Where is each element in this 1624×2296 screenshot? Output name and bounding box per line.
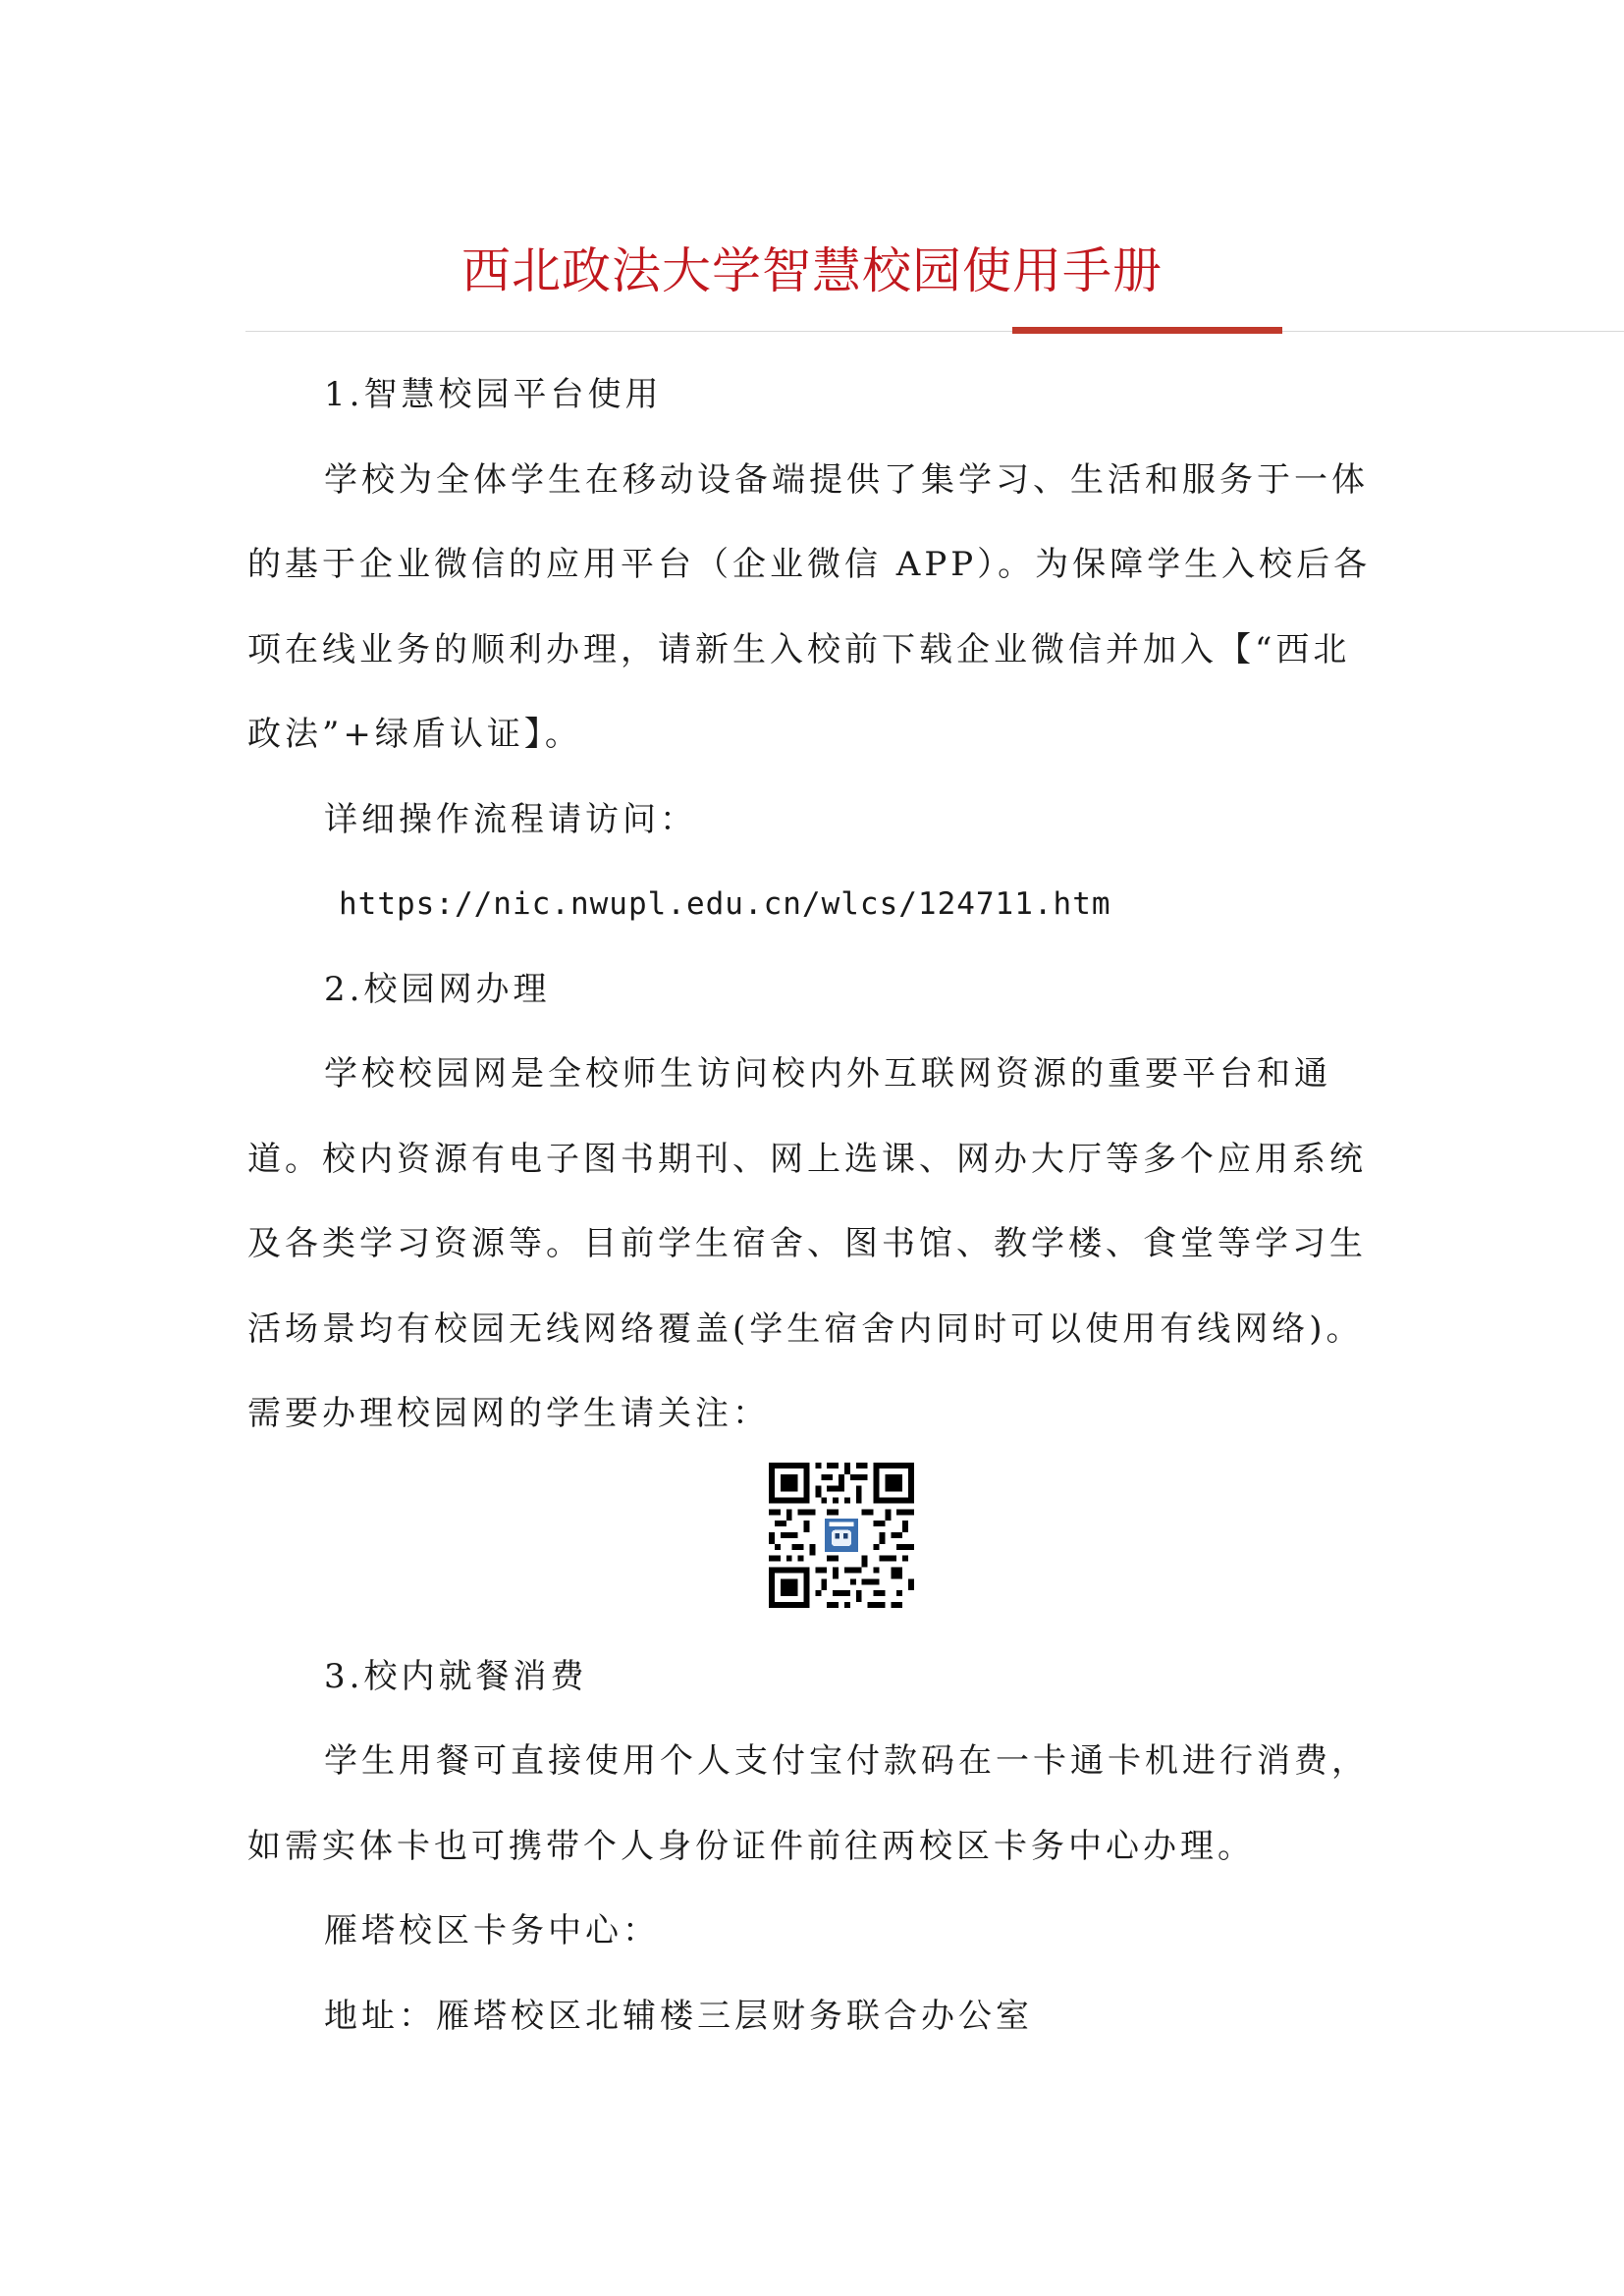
section-heading-1: 1.智慧校园平台使用 [324,375,663,414]
paragraph-line: 道。校内资源有电子图书期刊、网上选课、网办大厅等多个应用系统 [247,1140,1367,1179]
header-accent-bar [1012,327,1282,334]
section-heading-3: 3.校内就餐消费 [324,1657,588,1696]
paragraph-line: 政法”+绿盾认证】。 [247,715,582,754]
paragraph-line: 如需实体卡也可携带个人身份证件前往两校区卡务中心办理。 [247,1827,1255,1866]
paragraph-line: 学校为全体学生在移动设备端提供了集学习、生活和服务于一体 [324,460,1369,500]
paragraph-line: 学校校园网是全校师生访问校内外互联网资源的重要平台和通 [324,1054,1331,1094]
paragraph-line: 详细操作流程请访问： [324,800,697,839]
paragraph-line: 需要办理校园网的学生请关注： [247,1394,770,1433]
section-heading-2: 2.校园网办理 [324,970,551,1009]
paragraph-line: 雁塔校区卡务中心： [324,1911,660,1950]
paragraph-line: 项在线业务的顺利办理，请新生入校前下载企业微信并加入【“西北 [247,630,1351,669]
paragraph-line: 地址：雁塔校区北辅楼三层财务联合办公室 [324,1997,1033,2036]
paragraph-line: 活场景均有校园无线网络覆盖(学生宿舍内同时可以使用有线网络)。 [247,1309,1364,1349]
paragraph-line: 及各类学习资源等。目前学生宿舍、图书馆、教学楼、食堂等学习生 [247,1224,1367,1263]
page-title: 西北政法大学智慧校园使用手册 [461,242,1163,299]
header-divider [245,331,1624,332]
qr-code-icon[interactable] [769,1463,914,1608]
guide-link[interactable]: https://nic.nwupl.edu.cn/wlcs/124711.htm [339,886,1111,922]
paragraph-line: 学生用餐可直接使用个人支付宝付款码在一卡通卡机进行消费， [324,1741,1369,1781]
paragraph-line: 的基于企业微信的应用平台（企业微信 APP）。为保障学生入校后各 [247,545,1372,584]
